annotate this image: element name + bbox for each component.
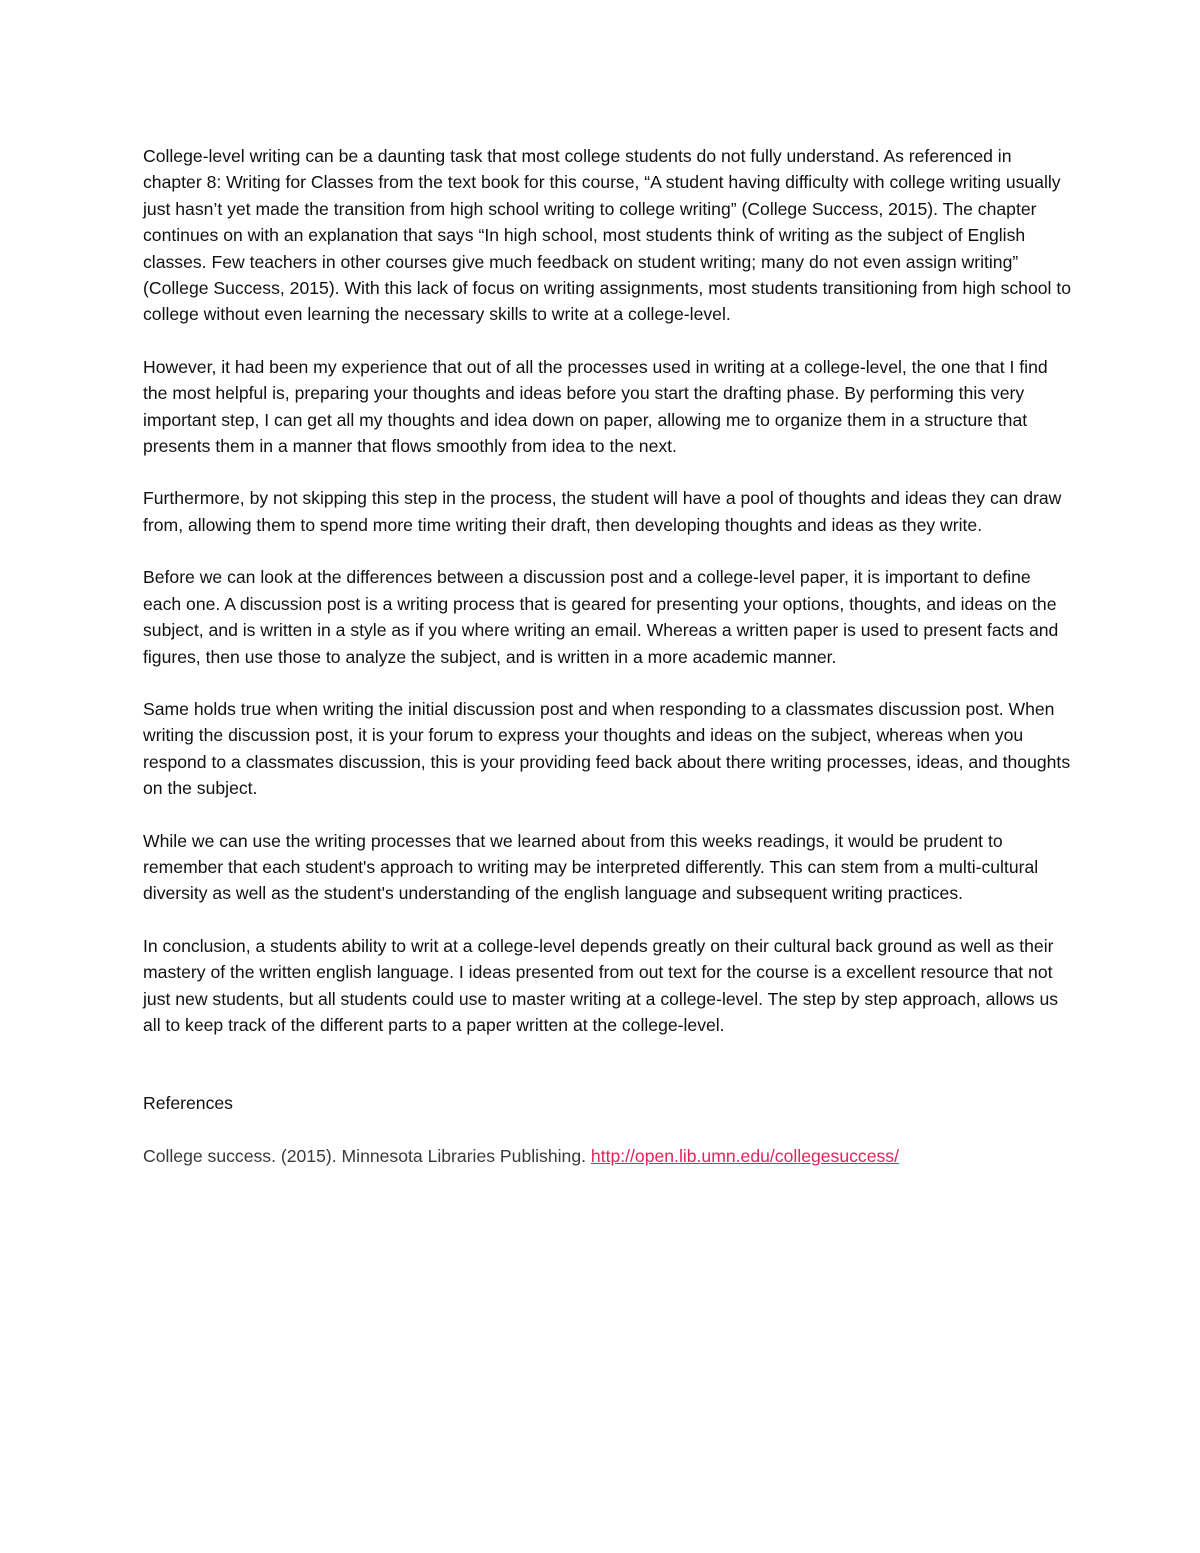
paragraph-responding: Same holds true when writing the initial discussion post and when responding to a classmates discussion post. When writing the discussion post, it is your forum to express your thoughts and ideas on the subject, whereas when you respond to a classmates discussion, this is your providing feed back about there writing processes, ideas, and thoughts on the subject. — [143, 698, 1071, 799]
paragraph-approach: While we can use the writing processes that we learned about from this weeks readings, it would be prudent to remember that each student's approach to writing may be interpreted differently. This can stem from a multi-cultural diversity as well as the student's understanding of the english language and subsequent writing practices. — [143, 830, 1039, 904]
references-heading: References — [143, 1093, 233, 1114]
paragraph-definitions: Before we can look at the differences between a discussion post and a college-level paper, it is important to define each one. A discussion post is a writing process that is geared for presenting your options, thoughts, and ideas on the subject, and is written in a style as if you where writing an email. Whereas a written paper is used to present facts and figures, then use those to analyze the subject, and is written in a more academic manner. — [143, 567, 1059, 667]
document-body — [143, 143, 1073, 1195]
paragraph-conclusion: In conclusion, a students ability to writ at a college-level depends greatly on their cultural back ground as well as their mastery of the written english language. I ideas presented from out text for the course is a excellent resource that not just new students, but all students could use to master writing at a college-level. The step by step approach, allows us all to keep track of the different parts to a paper written at the college-level. — [143, 935, 1059, 1035]
paragraph-furthermore: Furthermore, by not skipping this step in the process, the student will have a pool of thoughts and ideas they can draw from, allowing them to spend more time writing their draft, then developing thoughts and ideas as they write. — [143, 488, 1062, 535]
paragraph-intro: College-level writing can be a daunting task that most college students do not fully understand. As referenced in chapter 8: Writing for Classes from the text book for this course, “A student having difficulty with college writing usually just hasn’t yet made the transition from high school writing to college writing” (College Success, 2015). The chapter continues on with an explanation that says “In high school, most students think of writing as the subject of English classes. Few teachers in other courses give much feedback on student writing; many do not even assign writing” (College Success, 2015). With this lack of focus on writing assignments, most students transitioning from high school to college without even learning the necessary skills to write at a college-level. — [143, 146, 1072, 325]
paragraph-preparation: However, it had been my experience that out of all the processes used in writing at a college-level, the one that I find the most helpful is, preparing your thoughts and ideas before you start the drafting phase. By performing this very important step, I can get all my thoughts and idea down on paper, allowing me to organize them in a structure that presents them in a manner that flows smoothly from idea to the next. — [143, 356, 1048, 457]
reference-citation — [143, 1143, 1073, 1169]
citation-link[interactable]: http://open.lib.umn.edu/collegesuccess/ — [590, 1145, 899, 1166]
citation-text: College success. (2015). Minnesota Libraries Publishing. — [143, 1145, 591, 1166]
